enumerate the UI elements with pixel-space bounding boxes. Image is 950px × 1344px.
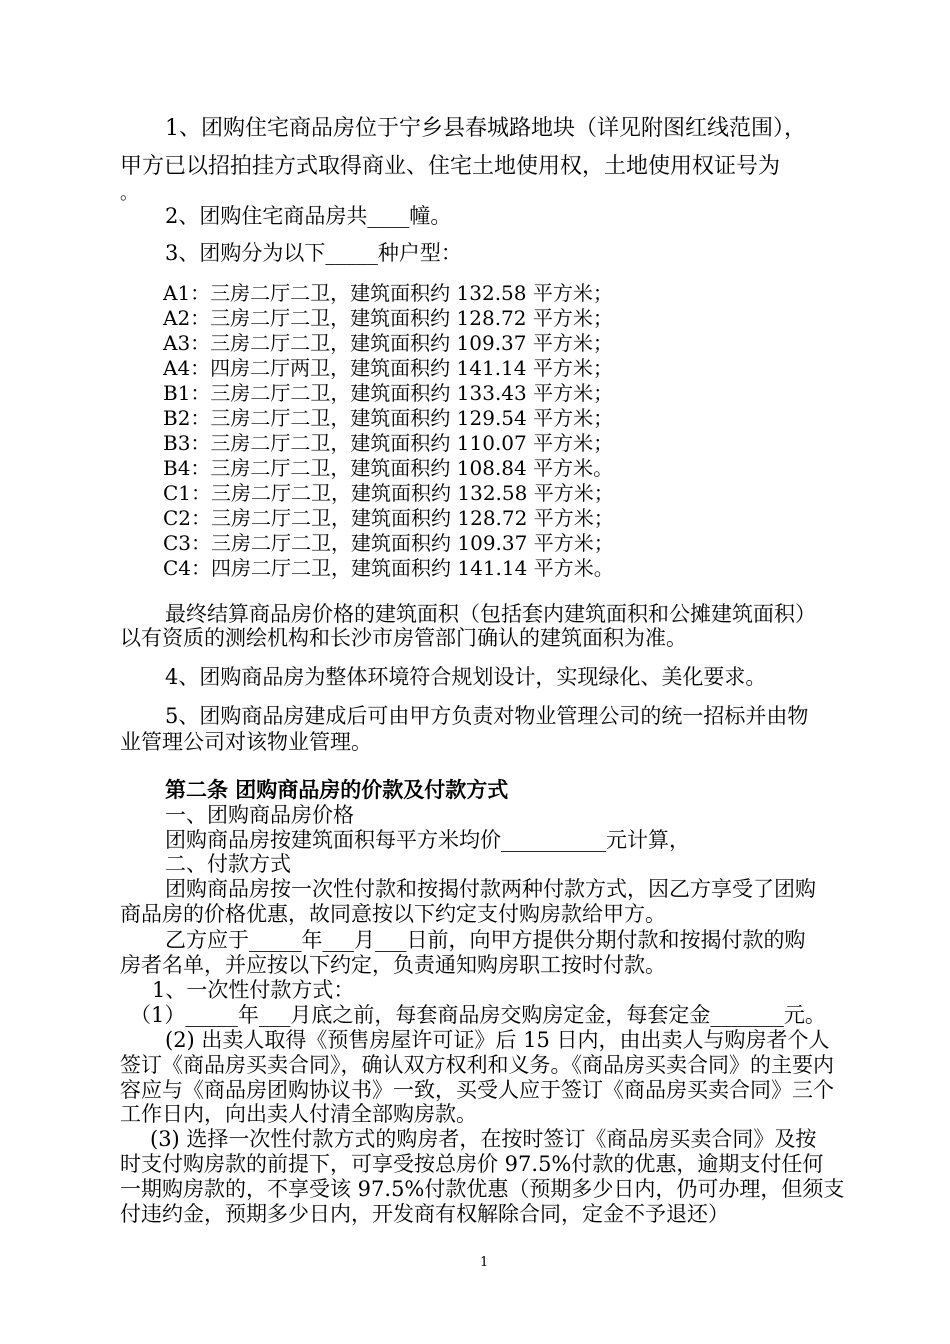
section-2-line-2: 商品房的价格优惠，故同意按以下约定支付购房款给甲方。: [120, 902, 666, 926]
paragraph-5-line-2: 业管理公司对该物业管理。: [120, 730, 372, 754]
payment-1-item-2-line-4: 工作日内，向出卖人付清全部购房款。: [120, 1102, 477, 1126]
section-2-line-1: 团购商品房按一次性付款和按揭付款两种付款方式，因乙方享受了团购: [165, 877, 816, 901]
page-number: 1: [480, 1255, 489, 1270]
payment-1-item-2-line-1: (2) 出卖人取得《预售房屋许可证》后 15 日内，由出卖人与购房者个人: [165, 1028, 830, 1052]
unit-type-item: B3：三房二厅二卫，建筑面积约 110.07 平方米；: [163, 431, 614, 455]
section-2-line-3: 乙方应于_____年___月___日前，向甲方提供分期付款和按揭付款的购: [165, 928, 806, 952]
unit-type-item: C2：三房二厅二卫，建筑面积约 128.72 平方米；: [163, 506, 614, 530]
unit-type-item: A2：三房二厅二卫，建筑面积约 128.72 平方米；: [163, 306, 613, 330]
section-1-title: 一、团购商品房价格: [165, 803, 354, 827]
unit-type-item: A3：三房二厅二卫，建筑面积约 109.37 平方米；: [163, 331, 613, 355]
paragraph-4: 4、团购商品房为整体环境符合规划设计，实现绿化、美化要求。: [165, 665, 767, 689]
unit-type-item: B1：三房二厅二卫，建筑面积约 133.43 平方米；: [163, 381, 614, 405]
paragraph-1-line-2: 甲方已以招拍挂方式取得商业、住宅土地使用权，土地使用权证号为: [120, 154, 781, 179]
payment-1-title: 1、一次性付款方式：: [152, 978, 355, 1002]
payment-1-item-2-line-3: 容应与《商品房团购协议书》一致，买受人应于签订《商品房买卖合同》三个: [120, 1078, 834, 1102]
area-note-line-1: 最终结算商品房价格的建筑面积（包括套内建筑面积和公摊建筑面积）: [165, 602, 816, 626]
payment-1-item-3-line-1: (3) 选择一次性付款方式的购房者，在按时签订《商品房买卖合同》及按: [150, 1127, 817, 1151]
section-2-line-4: 房者名单，并应按以下约定，负责通知购房职工按时付款。: [120, 953, 666, 977]
unit-type-item: C4：四房二厅二卫，建筑面积约 141.14 平方米。: [163, 556, 614, 580]
payment-1-item-2-line-2: 签订《商品房买卖合同》，确认双方权利和义务。《商品房买卖合同》的主要内: [120, 1053, 834, 1077]
section-1-text: 团购商品房按建筑面积每平方米均价__________元计算，: [165, 828, 690, 852]
paragraph-1-line-3: 。: [120, 183, 138, 204]
section-2-title: 二、付款方式: [165, 852, 291, 876]
payment-1-item-1: （1）_____年___月底之前，每套商品房交购房定金，每套定金_______元。: [130, 1003, 826, 1027]
unit-type-item: B4：三房二厅二卫，建筑面积约 108.84 平方米。: [163, 456, 614, 480]
unit-type-item: C1：三房二厅二卫，建筑面积约 132.58 平方米；: [163, 481, 614, 505]
unit-type-item: C3：三房二厅二卫，建筑面积约 109.37 平方米；: [163, 531, 614, 555]
paragraph-3: 3、团购分为以下_____种户型：: [165, 241, 462, 265]
paragraph-5-line-1: 5、团购商品房建成后可由甲方负责对物业管理公司的统一招标并由物: [165, 704, 809, 728]
unit-type-item: A4：四房二厅两卫，建筑面积约 141.14 平方米；: [163, 356, 613, 380]
payment-1-item-3-line-3: 一期购房款的，不享受该 97.5%付款优惠（预期多少日内，仍可办理，但须支: [120, 1177, 845, 1201]
paragraph-1-line-1: 1、团购住宅商品房位于宁乡县春城路地块（详见附图红线范围），: [165, 116, 806, 141]
unit-type-item: A1：三房二厅二卫，建筑面积约 132.58 平方米；: [163, 281, 613, 305]
article-2-heading: 第二条 团购商品房的价款及付款方式: [165, 778, 509, 802]
unit-type-item: B2：三房二厅二卫，建筑面积约 129.54 平方米；: [163, 406, 614, 430]
paragraph-2: 2、团购住宅商品房共____幢。: [165, 204, 452, 228]
area-note-line-2: 以有资质的测绘机构和长沙市房管部门确认的建筑面积为准。: [120, 626, 687, 650]
payment-1-item-3-line-4: 付违约金，预期多少日内，开发商有权解除合同，定金不予退还）: [120, 1202, 729, 1226]
payment-1-item-3-line-2: 时支付购房款的前提下，可享受按总房价 97.5%付款的优惠，逾期支付任何: [120, 1152, 824, 1176]
